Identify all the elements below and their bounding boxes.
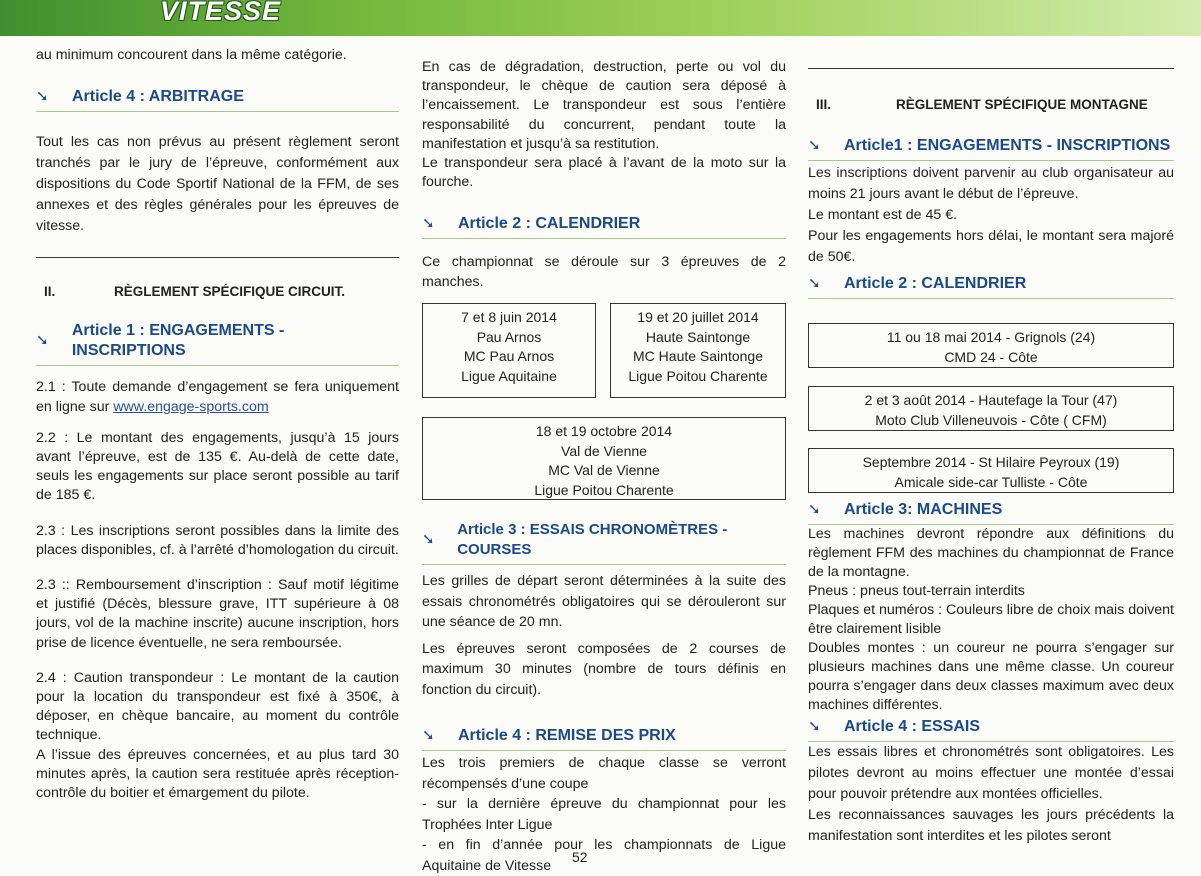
article2-calendrier-heading	[808, 274, 1174, 299]
header-banner	[0, 0, 1201, 36]
event-ligue: Ligue Poitou Charente	[628, 367, 768, 384]
section-ii-heading	[36, 282, 399, 301]
transpondeur-placement: Le transpondeur sera placé à l’avant de la moto sur la fourche.	[422, 155, 786, 191]
section-number: III.	[816, 97, 832, 112]
heading-label: Article 4 : ESSAIS	[844, 718, 981, 735]
event-club: MC Pau Arnos	[463, 348, 555, 364]
arrow-down-right-icon: ➘	[808, 137, 821, 155]
arbitrage-text: Tout les cas non prévus au présent règlement seront tranchés par le jury de l’épreuve, conformément aux dispositions du Code Sportif National de la FFM, de ses annexes et des règles générales pour les épreuves de vitesse.	[36, 134, 399, 235]
section-title: RÈGLEMENT SPÉCIFIQUE CIRCUIT.	[114, 284, 346, 300]
remise-text-1: Les trois premiers de chaque classe se verront récompensés d’une coupe	[422, 755, 786, 792]
machines-text-1: Les machines devront répondre aux définitions du règlement FFM des machines du championnat de France de la montagne.	[808, 526, 1174, 580]
article3-essais-heading	[422, 520, 786, 565]
para-2-1-text: 2.1 : Toute demande d’engagement se fera uniquement en ligne sur	[36, 379, 399, 415]
machines-text-4: Doubles montes : un coureur ne pourra s’engager sur plusieurs machines dans une même classe. Un coureur pourra s’engager dans deux classes maximum avec deux machines différentes.	[808, 640, 1174, 713]
arrow-down-right-icon: ➘	[422, 215, 435, 233]
machines-text-2: Pneus : pneus tout-terrain interdits	[808, 583, 1025, 599]
event-date: 19 et 20 juillet 2014	[637, 309, 759, 325]
event-club: MC Haute Saintonge	[633, 348, 763, 364]
heading-label: Article 3 : ESSAIS CHRONOMÈTRES - COURSES	[457, 521, 728, 558]
arrow-down-right-icon: ➘	[808, 275, 821, 293]
para-2-4: 2.4 : Caution transpondeur : Le montant de la caution pour la location du transpondeur est fixé à 350€, à déposer, en chèque bancaire, au moment du contrôle technique.	[36, 669, 399, 744]
article1-inscriptions-heading	[36, 321, 399, 366]
arrow-down-right-icon: ➘	[808, 718, 821, 735]
essais-text-1: Les grilles de départ seront déterminées à la suite des essais chronométrés obligatoires qui se dérouleront sur une séance de 20 mn.	[422, 573, 786, 630]
column-right-lower	[808, 500, 1174, 847]
heading-label: Article 2 : CALENDRIER	[458, 215, 641, 233]
event-box	[808, 448, 1174, 493]
column-right	[808, 68, 1174, 299]
event-circuit: Pau Arnos	[476, 328, 542, 345]
para-2-4-suite: A l’issue des épreuves concernées, et au plus tard 30 minutes après, la caution sera restituée après réception-contrôle du boitier et émargement du pilote.	[36, 746, 399, 802]
divider	[36, 257, 399, 258]
intro-text: au minimum concourent dans la même catégorie.	[36, 47, 347, 63]
para-2-2: 2.2 : Le montant des engagements, jusqu’à 15 jours avant l’épreuve, est de 135 €. Au-delà de cette date, seuls les engagements sur place seront possible au tarif de 185 €.	[36, 429, 399, 504]
para-2-3-remboursement: 2.3 :: Remboursement d’inscription : Sauf motif légitime et justifié (Décès, blessure grave, ITT supérieure à 08 jours, vol de la machine inscrite) aucune inscription, hors prise de licence éventuelle, ne sera remboursée.	[36, 577, 399, 651]
event-ligue: Ligue Poitou Charente	[534, 481, 674, 498]
arrow-down-right-icon: ➘	[808, 501, 821, 518]
heading-label: Article 4 : REMISE DES PRIX	[458, 727, 676, 744]
article4-essais-heading	[808, 717, 1174, 742]
event-club: MC Val de Vienne	[548, 462, 660, 478]
event-club: Moto Club Villeneuvois - Côte ( CFM)	[875, 411, 1107, 428]
column-left	[36, 46, 399, 803]
article3-machines-heading	[808, 500, 1174, 525]
section-title: RÈGLEMENT SPÉCIFIQUE MONTAGNE	[896, 97, 1148, 112]
heading-label: Article1 : ENGAGEMENTS - INSCRIPTIONS	[844, 137, 1171, 155]
arrow-down-right-icon: ➘	[422, 727, 435, 744]
event-date: 7 et 8 juin 2014	[461, 309, 557, 325]
event-date: Septembre 2014 - St Hilaire Peyroux (19)	[862, 454, 1120, 470]
event-date: 18 et 19 octobre 2014	[535, 423, 673, 439]
event-circuit: Haute Saintonge	[645, 328, 751, 345]
inscriptions-text-1: Les inscriptions doivent parvenir au club organisateur au moins 21 jours avant le début de l’épreuve.	[808, 165, 1174, 203]
essais-text-2: Les reconnaissances sauvages les jours précédents la manifestation sont interdites et les pilotes seront	[808, 807, 1174, 844]
arrow-down-right-icon: ➘	[36, 88, 49, 106]
inscriptions-text-3: Pour les engagements hors délai, le montant sera majoré de 50€.	[808, 228, 1174, 266]
event-box	[422, 303, 596, 398]
inscriptions-text-2: Le montant est de 45 €.	[808, 207, 958, 224]
heading-label: Article 3: MACHINES	[844, 501, 1003, 518]
event-box	[808, 323, 1174, 368]
event-date: 11 ou 18 mai 2014 - Grignols (24)	[886, 329, 1096, 345]
page-number: 52	[572, 849, 588, 865]
event-ligue: Ligue Aquitaine	[461, 367, 557, 384]
event-club: CMD 24 - Côte	[944, 348, 1038, 365]
essais-text-2: Les épreuves seront composées de 2 courses de maximum 30 minutes (nombre de tours définis en fonction du circuit).	[422, 640, 786, 698]
heading-label: Article 1 : ENGAGEMENTS - INSCRIPTIONS	[71, 322, 285, 360]
article4-remise-prix-heading	[422, 726, 786, 751]
engage-sports-link[interactable]: www.engage-sports.com	[113, 398, 269, 415]
section-number: II.	[44, 284, 56, 300]
article4-arbitrage-heading	[36, 87, 399, 112]
para-2-3: 2.3 : Les inscriptions seront possibles dans la limite des places disponibles, cf. à l’arrêté d’homologation du circuit.	[36, 522, 399, 558]
divider	[808, 68, 1174, 69]
transpondeur-text: En cas de dégradation, destruction, perte ou vol du transpondeur, le chèque de caution sera déposé à l’encaissement. Le transpondeur est sous l’entière responsabilité du concurrent, pendant toute la manifestation et jusqu’à sa restitution.	[422, 59, 786, 152]
para-2-1	[36, 378, 399, 416]
column-middle-lower	[422, 520, 786, 876]
banner-title: VITESSE	[160, 0, 282, 26]
article1-inscriptions-heading	[808, 136, 1174, 161]
event-date: 2 et 3 août 2014 - Hautefage la Tour (47)	[864, 392, 1118, 408]
article2-calendrier-heading	[422, 214, 786, 239]
event-circuit: Val de Vienne	[561, 442, 647, 459]
section-iii-heading	[808, 95, 1174, 114]
calendrier-intro: Ce championnat se déroule sur 3 épreuves de 2 manches.	[422, 254, 786, 290]
essais-text-1: Les essais libres et chronométrés sont obligatoires. Les pilotes devront au moins effectuer une montée d’essai pour pouvoir prétendre aux montées officielles.	[808, 744, 1174, 802]
column-middle	[422, 46, 786, 292]
remise-text-3: - en fin d’année pour les championnats de Ligue Aquitaine de Vitesse	[422, 837, 786, 874]
heading-label: Article 4 : ARBITRAGE	[72, 88, 244, 106]
event-box	[422, 417, 786, 500]
arrow-down-right-icon: ➘	[36, 332, 49, 350]
remise-text-2: - sur la dernière épreuve du championnat pour les Trophées Inter Ligue	[422, 796, 786, 833]
event-box	[808, 386, 1174, 431]
event-box	[610, 303, 786, 398]
arrow-down-right-icon: ➘	[422, 531, 435, 548]
heading-label: Article 2 : CALENDRIER	[844, 275, 1027, 293]
machines-text-3: Plaques et numéros : Couleurs libre de choix mais doivent être clairement lisible	[808, 602, 1174, 637]
event-club: Amicale side-car Tulliste - Côte	[894, 473, 1088, 490]
